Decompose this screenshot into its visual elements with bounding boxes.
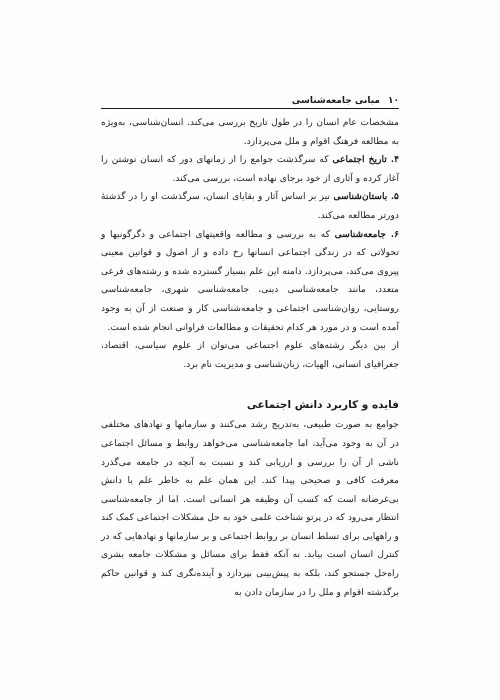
list-item-title: ۴. تاریخ اجتماعی [332,154,399,166]
list-item-social-history [101,151,399,188]
closing-paragraph: از بین دیگر رشته‌های علوم اجتماعی می‌توان از علوم سیاسی، اقتصاد، جغرافیای انسانی، الهیات، زبان‌شناسی و مدیریت نام برد. [101,340,399,370]
running-title: مبانی جامعه‌شناسی [291,96,380,106]
page-header [101,90,399,106]
page-number: ۱۰ [388,96,399,106]
intro-paragraph: مشخصات عام انسان را در طول تاریخ بررسی می‌کند. انسان‌شناسی، به‌ویژه به مطالعه فرهنگ اقوام و ملل می‌پردازد. [101,117,399,147]
list-item-title: ۵. باستان‌شناسی [333,191,399,203]
list-item-text: نیز بر اساس آثار و بقایای انسان، سرگذشت او را در گذشتهٔ دورتر مطالعه می‌کند. [101,191,399,221]
header-rule [101,108,399,109]
section-paragraph: جوامع به صورت طبیعی، به‌تدریج رشد می‌کنند و سازمانها و نهادهای مختلفی در آن به وجود می‌آید، اما جامعه‌شناسی می‌خواهد روابط و مسائل اجتماعی ناشی از آن را بررسی و ارزیابی کند و نسبت به آنچه در جامعه می‌گذرد معرفت کافی و صحیحی پیدا کند. این همان علم به خاطر علم یا دانش بی‌غرضانه است که کسب آن وظیفه هر انسانی است. اما از جامعه‌شناسی انتظار می‌رود که در پرتو شناخت علمی خود به حل مشکلات اجتماعی کمک کند و راههایی برای تسلط انسان بر روابط اجتماعی و بر سازمانها و نهادهایی که در کنترل انسان است بیابد. نه آنکه فقط برای مسائل و مشکلات جامعه بشری راه‌حل جستجو کند، بلکه به پیش‌بینی بپردازد و آینده‌نگری کند و قوانین حاکم برگذشته اقوام و ملل را در سازمان دادن به [101,419,399,598]
list-item-text: که به بررسی و مطالعه واقعیتهای اجتماعی و دگرگونیها و تحولاتی که در زندگی اجتماعی انسانها رخ داده و از اصول و قوانین معینی پیروی می‌کند، می‌پردازد. دامنه این علم بسیار گسترده شده و رشته‌های فرعی متعدد، مانند جامعه‌شناسی دینی، جامعه‌شناسی شهری، جامعه‌شناسی روستایی، روان‌شناسی اجتماعی و جامعه‌شناسی کار و صنعت از آن به وجود آمده است و در مورد هر کدام تحقیقات و مطالعات فراوانی انجام شده است. [101,228,399,333]
list-item-title: ۶. جامعه‌شناسی [334,228,399,240]
list-item-sociology [101,226,399,338]
list-item-archaeology [101,188,399,225]
section-heading: فایده و کاربرد دانش اجتماعی [246,399,399,412]
list-item-text: که سرگذشت جوامع را از زمانهای دور که انسان نوشتن را آغاز کرده و آثاری از خود برجای نهاده است، بررسی می‌کند. [101,154,399,184]
page-body [101,114,399,602]
